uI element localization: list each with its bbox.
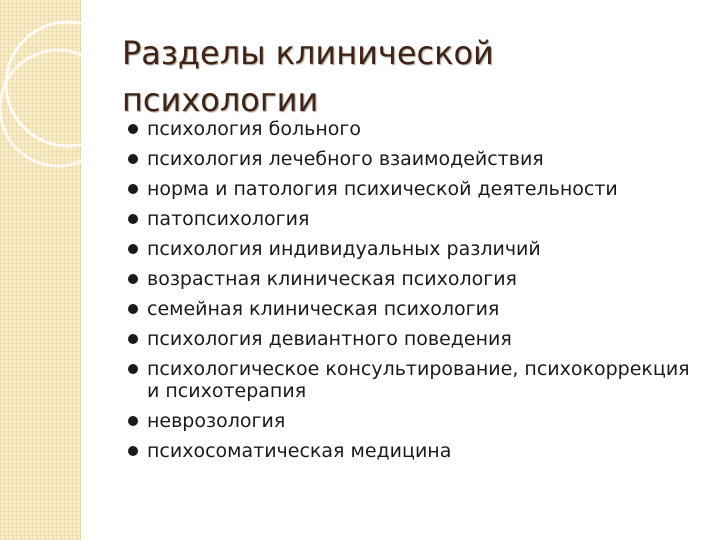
round-bullet-icon bbox=[128, 304, 138, 314]
list-item-text: психология больного bbox=[147, 118, 361, 140]
round-bullet-icon bbox=[128, 124, 138, 134]
round-bullet-icon bbox=[128, 184, 138, 194]
decorative-rings-icon bbox=[0, 0, 140, 200]
list-item-text: патопсихология bbox=[147, 208, 310, 230]
round-bullet-icon bbox=[128, 364, 138, 374]
list-item bbox=[127, 238, 697, 260]
list-item bbox=[127, 208, 697, 230]
list-item-text: норма и патология психической деятельности bbox=[147, 178, 618, 200]
slide-title: Разделы клинической психологии bbox=[122, 34, 494, 119]
list-item-text: возрастная клиническая психология bbox=[147, 268, 517, 290]
round-bullet-icon bbox=[128, 154, 138, 164]
list-item bbox=[127, 268, 697, 290]
list-item-text: психологическое консультирование, психокоррекция и психотерапия bbox=[147, 358, 690, 402]
list-item-text: психология индивидуальных различий bbox=[147, 238, 541, 260]
round-bullet-icon bbox=[128, 214, 138, 224]
round-bullet-icon bbox=[128, 244, 138, 254]
list-item-text: психология лечебного взаимодействия bbox=[147, 148, 544, 170]
list-item bbox=[127, 410, 697, 432]
list-item bbox=[127, 440, 697, 462]
list-item bbox=[127, 358, 697, 402]
list-item-text: неврозология bbox=[147, 410, 286, 432]
list-item bbox=[127, 118, 697, 140]
round-bullet-icon bbox=[128, 334, 138, 344]
bullet-list bbox=[127, 118, 697, 470]
round-bullet-icon bbox=[128, 446, 138, 456]
list-item-text: семейная клиническая психология bbox=[147, 298, 500, 320]
list-item bbox=[127, 178, 697, 200]
round-bullet-icon bbox=[128, 416, 138, 426]
round-bullet-icon bbox=[128, 274, 138, 284]
list-item-text: психология девиантного поведения bbox=[147, 328, 512, 350]
list-item-text: психосоматическая медицина bbox=[147, 440, 452, 462]
list-item bbox=[127, 328, 697, 350]
list-item bbox=[127, 298, 697, 320]
list-item bbox=[127, 148, 697, 170]
